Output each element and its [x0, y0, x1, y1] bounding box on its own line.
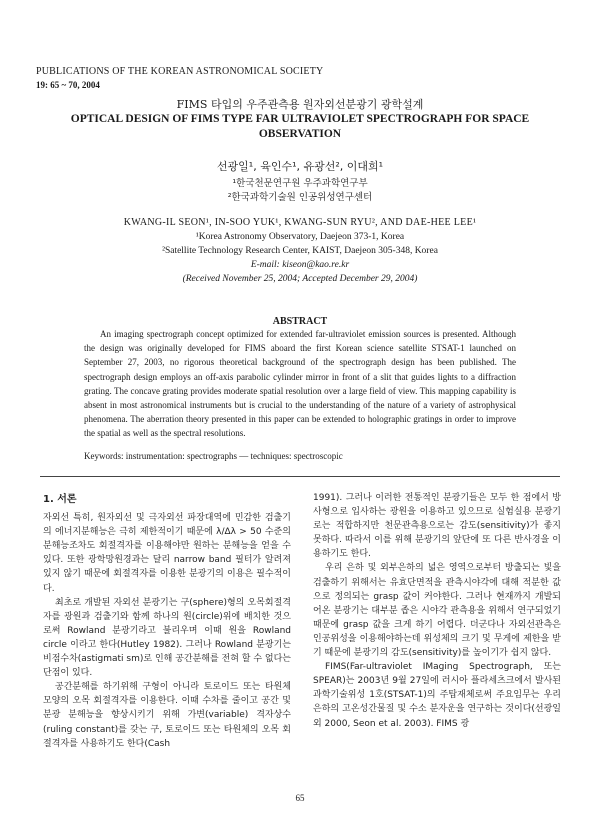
body-paragraph: 공간분해를 하기위해 구형이 아니라 토로이드 또는 타원체 모양의 오목 회절격자를 이용한다. 이때 수차를 줄이고 공간 및 분광 분해능을 향상시키기 위해 가변(variable) 격자상수(ruling constant)를 갖는 구, 토로이드 또는 타원체의 오목 회절격자를 사용하기도 한다(Cash [43, 682, 291, 749]
body-paragraph: 우리 은하 및 외부은하의 넓은 영역으로부터 방출되는 빛을 검출하기 위해서는 유효단면적을 관측시야각에 대해 적분한 값으로 정의되는 grasp 값이 커야한다. 그러나 현재까지 개발되어온 분광기는 대부분 좁은 시야각 관측용을 위해서 연구되었기 때문에 grasp 값을 크게 하기 어렵다. 더군다나 자외선관측은 인공위성을 이용해야하는데 위성체의 크기 및 무게에 제한을 받기 때문에 분광기의 감도(sensitivity)를 높이기가 쉽지 않다. [313, 563, 561, 659]
body-paragraph: 자외선 특히, 원자외선 및 극자외선 파장대역에 민감한 검출기의 에너지분해능은 극히 제한적이기 때문에 λ/Δλ > 50 수준의 분해능조차도 회절격자를 이용해야만 원하는 분해능을 얻을 수 있다. 또한 광학망원경과는 달리 narrow band 필터가 알려져 있지 않기 때문에 회절격자를 이용한 분광기의 이용은 필수적이다. [43, 513, 291, 594]
korean-affiliation-2: ²한국과학기술원 인공위성연구센터 [227, 192, 373, 203]
english-title: OPTICAL DESIGN OF FIMS TYPE FAR ULTRAVIOLET SPECTROGRAPH FOR SPACE OBSERVATION [70, 113, 530, 140]
page-number: 65 [295, 793, 305, 803]
korean-affiliation-1: ¹한국천문연구원 우주과학연구부 [232, 178, 368, 189]
right-column [313, 491, 561, 731]
author-email: E-mail: kiseon@kao.re.kr [250, 260, 350, 270]
body-paragraph: 1991). 그러나 이러한 전통적인 분광기들은 모두 한 점에서 방사형으로 입사하는 광원을 이용하고 있으므로 실험실용 분광기로는 적합하지만 천문관측용으로는 감도(sensitivity)가 좋지 못하다. 따라서 이를 위해 분광기의 앞단에 또 다른 반사경을 이용하기도 한다. [313, 493, 561, 560]
english-affiliation-1: ¹Korea Astronomy Observatory, Daejeon 373-1, Korea [195, 232, 405, 242]
korean-title: FIMS 타입의 우주관측용 원자외선분광기 광학설계 [176, 98, 424, 111]
english-authors: KWANG-IL SEON¹, IN-SOO YUK¹, KWANG-SUN RYU², AND DAE-HEE LEE¹ [123, 217, 477, 228]
section-heading-introduction: 1. 서론 [43, 494, 77, 505]
body-paragraph: 최초로 개발된 자외선 분광기는 구(sphere)형의 오목회절격자를 광원과 검출기와 함께 하나의 원(circle)위에 배치한 것으로써 Rowland 분광기라고 불리우며 이때 원을 Rowland circle 이라고 한다(Hutley 1982). 그러나 Rowland 분광기는 비점수차(astigmati sm)로 인해 공간분해를 전혀 할 수 없다는 단점이 있다. [43, 597, 291, 679]
abstract-heading: ABSTRACT [272, 316, 328, 327]
left-column [43, 493, 291, 751]
abstract-text: An imaging spectrograph concept optimized for extended far-ultraviolet emission sources is presented. Although the design was originally developed for FIMS aboard the first Korean science satellite STSAT-1 launched on September 27, 2003, no rigorous theoretical background of the spectrograph design has been published. The spectrograph design employs an off-axis parabolic cylinder mirror in front of a slit that guides lights to a diffraction grating. The concave grating provides moderate spatial resolution over a large field of view. This mapping capability is absent in most astronomical instruments but is crucial to the understanding of the nature of a variety of astrophysical phenomena. The aberration theory presented in this paper can be extended to holographic gratings in order to improve the spatial as well as the spectral resolutions. [84, 329, 516, 439]
body-paragraph: FIMS(Far-ultraviolet IMaging Spectrograph, 또는 SPEAR)는 2003년 9월 27일에 러시아 플라세츠크에서 발사된 과학기술위성 1호(STSAT-1)의 주탑재체로써 주요임무는 우리 은하의 고온성간물질 및 수소 분자운을 연구하는 것이다(선광일 외 2000, Seon et al. 2003). FIMS 광 [313, 662, 561, 729]
journal-name: PUBLICATIONS OF THE KOREAN ASTRONOMICAL SOCIETY [36, 66, 324, 77]
received-dates: (Received November 25, 2004; Accepted December 29, 2004) [182, 274, 418, 284]
korean-authors: 선광일¹, 육인수¹, 유광선², 이대희¹ [216, 160, 384, 173]
volume-info: 19: 65 ~ 70, 2004 [36, 80, 100, 90]
section-divider [40, 476, 560, 477]
english-affiliation-2: ²Satellite Technology Research Center, KAIST, Daejeon 305-348, Korea [162, 246, 438, 256]
keywords: Keywords: instrumentation: spectrographs — techniques: spectroscopic [84, 451, 343, 461]
